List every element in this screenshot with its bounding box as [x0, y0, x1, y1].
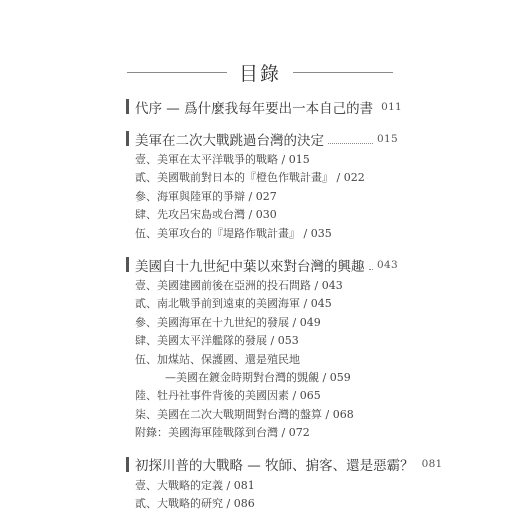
chapter-heading[interactable] [126, 98, 403, 117]
section-item[interactable]: 肆、美國太平洋艦隊的發展 / 053 [135, 334, 299, 348]
section-item[interactable]: 伍、美軍攻台的『堤路作戰計畫』 / 035 [135, 226, 332, 240]
section-list [135, 477, 398, 514]
chapter-heading[interactable] [126, 256, 398, 273]
section-item-continuation[interactable]: —美國在鍍金時期對台灣的覬覦 / 059 [165, 371, 351, 385]
chapter-marker-bar [126, 257, 129, 272]
toc-list [126, 98, 443, 514]
section-item[interactable]: 壹、美國建國前後在亞洲的投石問路 / 043 [135, 279, 343, 293]
section-list [135, 151, 398, 243]
title-rule-left [127, 72, 227, 73]
toc-entry [126, 456, 443, 514]
dot-leader [369, 260, 374, 270]
chapter-title: 美國自十九世紀中葉以來對台灣的興趣 [135, 258, 365, 275]
section-item[interactable]: 參、海軍與陸軍的爭辯 / 027 [135, 189, 277, 203]
chapter-page-number: 081 [421, 458, 443, 471]
chapter-title: 初探川普的大戰略 — 牧師、掮客、還是惡霸？ [135, 458, 414, 475]
section-item[interactable]: 柒、美國在二次大戰期間對台灣的盤算 / 068 [135, 407, 354, 421]
toc-header [127, 60, 393, 84]
section-item[interactable]: 壹、美軍在太平洋戰爭的戰略 / 015 [135, 153, 310, 166]
page-title: 目錄 [239, 62, 282, 85]
chapter-marker-bar [126, 457, 129, 472]
chapter-page-number: 011 [381, 100, 403, 113]
chapter-page-number: 043 [377, 258, 398, 271]
section-item[interactable]: 附錄：美國海軍陸戰隊到台灣 / 072 [135, 426, 310, 440]
chapter-page-number: 015 [377, 132, 398, 145]
dot-leader [328, 134, 373, 144]
section-item[interactable]: 伍、加煤站、保護國、還是殖民地 [135, 352, 300, 366]
toc-entry [126, 98, 403, 117]
section-item[interactable]: 肆、先攻呂宋島或台灣 / 030 [135, 208, 277, 222]
section-list [135, 277, 398, 443]
chapter-heading[interactable] [126, 456, 443, 475]
section-item[interactable]: 貳、大戰略的研究 / 086 [135, 497, 255, 511]
chapter-marker-bar [126, 99, 129, 114]
chapter-title: 代序 — 爲什麼我每年要出一本自己的書 [135, 100, 374, 117]
chapter-marker-bar [126, 131, 129, 146]
section-item[interactable]: 參、美國海軍在十九世紀的發展 / 049 [135, 315, 321, 329]
section-item[interactable]: 貳、南北戰爭前到遠東的美國海軍 / 045 [135, 297, 332, 311]
toc-entry [126, 256, 398, 443]
toc-entry [126, 130, 398, 243]
section-item[interactable]: 陸、牡丹社事件背後的美國因素 / 065 [135, 389, 321, 403]
section-item[interactable]: 壹、大戰略的定義 / 081 [135, 478, 255, 492]
section-item[interactable]: 貳、美國戰前對日本的『橙色作戰計畫』 / 022 [135, 171, 365, 185]
title-rule-right [293, 72, 393, 73]
chapter-title: 美軍在二次大戰跳過台灣的決定 [135, 132, 324, 149]
chapter-heading[interactable] [126, 130, 398, 147]
